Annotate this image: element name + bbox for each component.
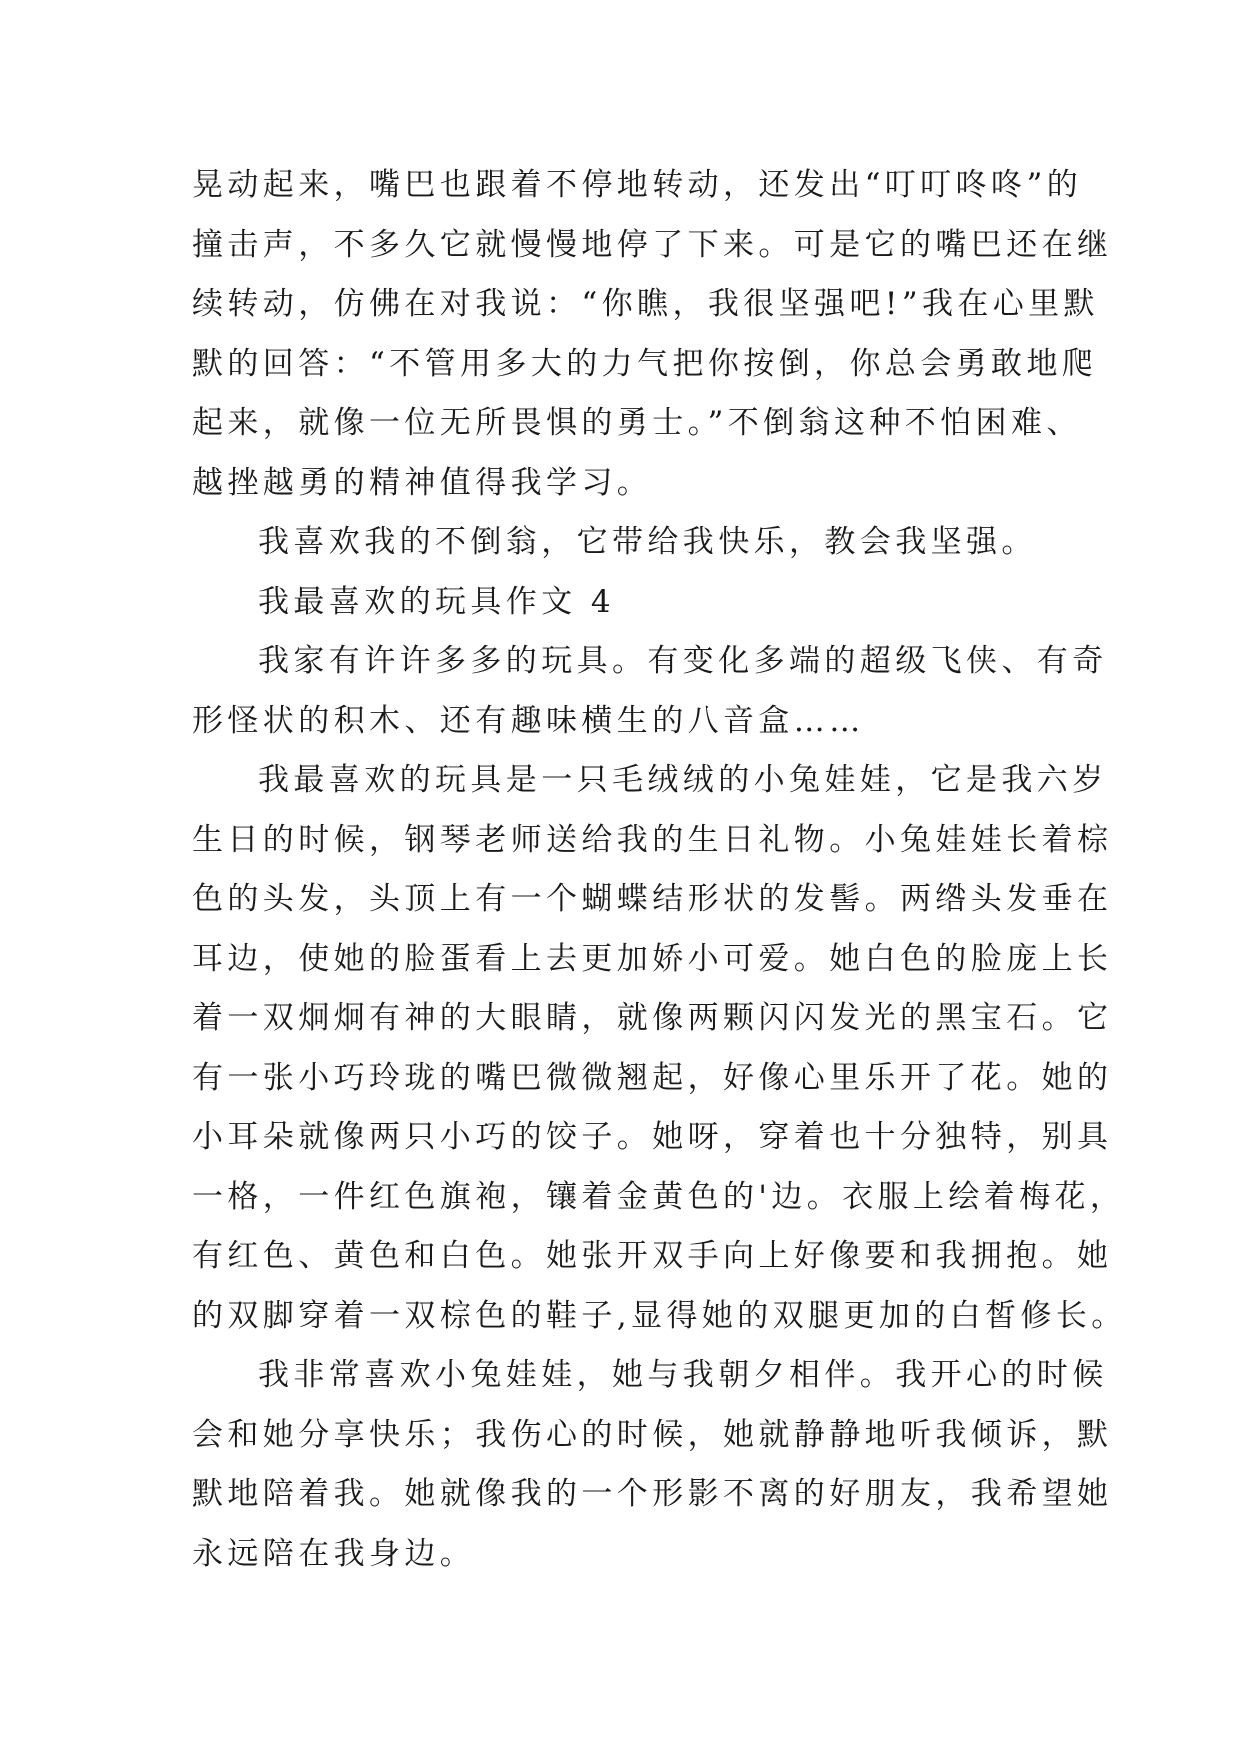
text-line: 起来，就像一位无所畏惧的勇士。”不倒翁这种不怕困难、	[192, 405, 1082, 441]
text-line: 色的头发，头顶上有一个蝴蝶结形状的发髻。两绺头发垂在	[192, 881, 1113, 917]
text-line: 永远陪在我身边。	[192, 1535, 476, 1572]
text-line: 晃动起来，嘴巴也跟着不停地转动，还发出“叮叮咚咚”的	[192, 167, 1083, 203]
text-line: 撞击声，不多久它就慢慢地停了下来。可是它的嘴巴还在继	[192, 226, 1113, 263]
text-line: 形怪状的积木、还有趣味横生的八音盒……	[192, 702, 865, 739]
text-line: 有一张小巧玲珑的嘴巴微微翘起，好像心里乐开了花。她的	[192, 1059, 1113, 1096]
text-line: 越挫越勇的精神值得我学习。	[192, 464, 653, 501]
paragraph-start-line: 我喜欢我的不倒翁，它带给我快乐，教会我坚强。	[258, 524, 1037, 560]
text-line: 续转动，仿佛在对我说：“你瞧，我很坚强吧!”我在心里默	[192, 286, 1099, 322]
section-heading: 我最喜欢的玩具作文 4	[258, 583, 615, 620]
text-line: 生日的时候，钢琴老师送给我的生日礼物。小兔娃娃长着棕	[192, 821, 1113, 858]
text-line: 默的回答：“不管用多大的力气把你按倒，你总会勇敢地爬	[192, 345, 1098, 382]
text-line: 默地陪着我。她就像我的一个形影不离的好朋友，我希望她	[192, 1476, 1113, 1512]
essay-text	[192, 156, 1127, 1584]
paragraph-start-line: 我家有许许多多的玩具。有变化多端的超级飞侠、有奇	[258, 643, 1108, 679]
text-line: 的双脚穿着一双棕色的鞋子,显得她的双腿更加的白皙修长。	[192, 1297, 1127, 1334]
text-line: 小耳朵就像两只小巧的饺子。她呀，穿着也十分独特，别具	[192, 1119, 1113, 1155]
paragraph-start-line: 我最喜欢的玩具是一只毛绒绒的小兔娃娃，它是我六岁	[258, 762, 1108, 798]
text-line: 一格，一件红色旗袍，镶着金黄色的'边。衣服上绘着梅花，	[192, 1178, 1126, 1215]
text-line: 耳边，使她的脸蛋看上去更加娇小可爱。她白色的脸庞上长	[192, 940, 1113, 977]
text-line: 着一双炯炯有神的大眼睛，就像两颗闪闪发光的黑宝石。它	[192, 1000, 1113, 1036]
text-line: 会和她分享快乐；我伤心的时候，她就静静地听我倾诉，默	[192, 1416, 1113, 1453]
paragraph-start-line: 我非常喜欢小兔娃娃，她与我朝夕相伴。我开心的时候	[258, 1357, 1108, 1393]
text-line: 有红色、黄色和白色。她张开双手向上好像要和我拥抱。她	[192, 1238, 1113, 1274]
